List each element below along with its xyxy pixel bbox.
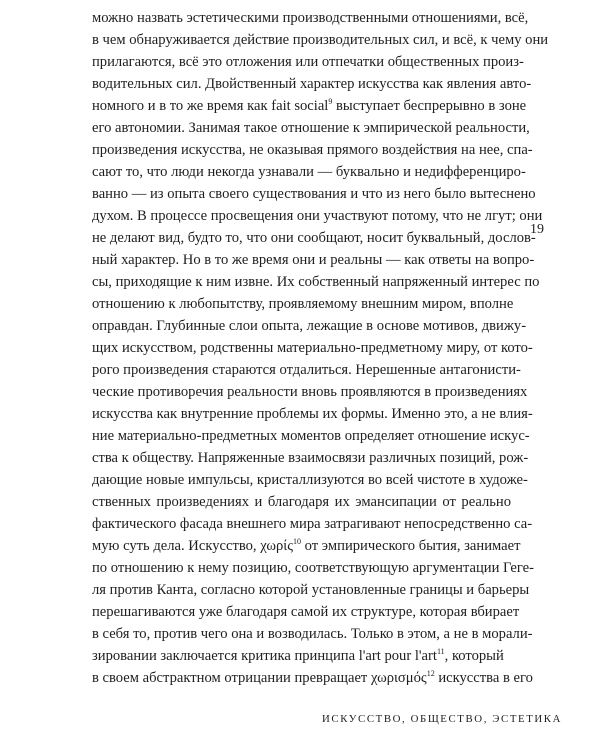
body-line: в чем обнаруживается действие производительных сил, и всё, к чему они [92, 32, 549, 48]
footnote-ref-12[interactable]: 12 [426, 669, 435, 679]
body-line: ние материально-предметных моментов определяет отношение искус- [92, 428, 530, 444]
body-line: рого произведения стараются отдалиться. Нерешенные антагонисти- [92, 362, 521, 378]
body-line: ства к обществу. Напряженные взаимосвязи различных позиций, рож- [92, 450, 529, 466]
body-line: щих искусством, родственны материально-предметному миру, от кото- [92, 340, 533, 356]
body-line [92, 96, 527, 118]
body-text: номного и в то же время как fait social [92, 98, 329, 114]
body-line: сают то, что люди некогда узнавали — буквально и недифференциро- [92, 164, 526, 180]
body-line: оправдан. Глубинные слои опыта, лежащие в основе мотивов, движу- [92, 318, 527, 334]
body-line: по отношению к нему позицию, соответствующую аргументации Геге- [92, 560, 534, 576]
body-line [92, 536, 521, 558]
body-line: ванно — из опыта своего существования и что из него было вытеснено [92, 186, 536, 202]
body-line: произведения искусства, не оказывая прямого воздействия на нее, спа- [92, 142, 533, 158]
body-line: отношению к любопытству, проявляемому внешним миром, вполне [92, 296, 514, 312]
body-line: ственных произведениях и благодаря их эмансипации от реально [92, 494, 511, 510]
body-line: искусства как внутренние проблемы их формы. Именно это, а не влия- [92, 406, 533, 422]
body-line [92, 668, 533, 690]
page-number: 19 [530, 222, 544, 237]
body-line: в себя то, против чего она и возводилась. Только в этом, а не в морали- [92, 626, 533, 642]
body-line: фактического фасада внешнего мира затрагивают непосредственно са- [92, 516, 533, 532]
body-text: , который [444, 648, 504, 664]
body-line: его автономии. Занимая такое отношение к эмпирической реальности, [92, 120, 530, 136]
body-text: в своем абстрактном отрицании превращает χωρισμός [92, 670, 427, 686]
body-line: прилагаются, всё это отложения или отпечатки общественных произ- [92, 54, 524, 70]
body-line: не делают вид, будто то, что они сообщают, носит буквальный, дослов- [92, 230, 536, 246]
body-text: искусства в его [434, 670, 533, 686]
footnote-ref-9[interactable]: 9 [328, 97, 333, 107]
footnote-ref-10[interactable]: 10 [292, 537, 301, 547]
body-text: зировании заключается критика принципа l'art pour l'art [92, 648, 437, 664]
body-line: сы, приходящие к ним извне. Их собственный напряженный интерес по [92, 274, 540, 290]
body-line: духом. В процессе просвещения они участвуют потому, что не лгут; они [92, 208, 543, 224]
body-line: ный характер. Но в то же время они и реальны — как ответы на вопро- [92, 252, 535, 268]
body-line: можно назвать эстетическими производственными отношениями, всё, [92, 10, 529, 26]
body-text: от эмпирического бытия, занимает [300, 538, 521, 554]
body-line: водительных сил. Двойственный характер искусства как явления авто- [92, 76, 532, 92]
running-footer: ИСКУССТВО, ОБЩЕСТВО, ЭСТЕТИКА [322, 713, 563, 725]
body-line: ля против Канта, согласно которой установленные границы и барьеры [92, 582, 530, 598]
body-line: ческие противоречия реальности вновь проявляются в произведениях [92, 384, 528, 400]
body-text: выступает беспрерывно в зоне [332, 98, 527, 114]
body-line [92, 646, 511, 668]
body-text: мую суть дела. Искусство, χωρίς [92, 538, 293, 554]
body-line: перешагиваются уже благодаря самой их структуре, которая вбирает [92, 604, 520, 620]
body-line: дающие новые импульсы, кристаллизуются во всей чистоте в художе- [92, 472, 528, 488]
footnote-ref-11[interactable]: 11 [436, 647, 445, 657]
